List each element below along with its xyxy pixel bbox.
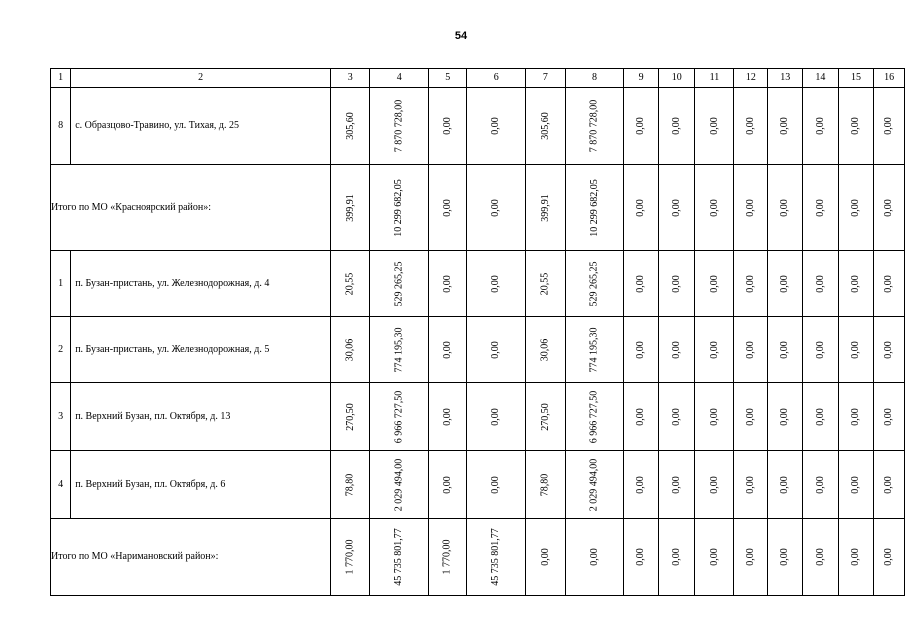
table-row — [51, 383, 905, 451]
value-text: 0,00 — [490, 340, 502, 359]
value-text: 0,00 — [883, 340, 895, 359]
column-header: 4 — [370, 69, 429, 88]
value-text: 774 195,30 — [588, 327, 600, 372]
value-cell — [768, 251, 803, 317]
total-label: Итого по МО «Красноярский район»: — [51, 165, 331, 251]
value-text: 0,00 — [779, 407, 791, 426]
value-text: 270,50 — [539, 402, 551, 431]
value-cell — [734, 383, 768, 451]
value-cell — [370, 165, 429, 251]
value-cell — [768, 451, 803, 519]
value-text: 0,00 — [883, 198, 895, 217]
value-text: 0,00 — [779, 340, 791, 359]
value-cell — [803, 251, 839, 317]
row-index: 8 — [51, 88, 71, 165]
value-cell — [768, 165, 803, 251]
value-cell — [695, 317, 734, 383]
value-cell — [331, 251, 370, 317]
value-text: 0,00 — [849, 407, 861, 426]
value-cell — [734, 451, 768, 519]
value-text: 0,00 — [441, 117, 453, 135]
value-cell — [734, 519, 768, 596]
value-cell — [624, 317, 659, 383]
value-cell — [659, 165, 695, 251]
value-text: 0,00 — [744, 274, 756, 293]
value-text: 270,50 — [344, 402, 356, 431]
value-text: 0,00 — [779, 198, 791, 217]
row-index: 4 — [51, 451, 71, 519]
value-text: 6 966 727,50 — [588, 390, 600, 443]
value-cell — [734, 251, 768, 317]
value-text: 0,00 — [670, 340, 682, 359]
address-cell: п. Бузан-пристань, ул. Железнодорожная, д. 4 — [71, 251, 331, 317]
value-cell — [659, 317, 695, 383]
value-text: 0,00 — [635, 274, 647, 293]
value-cell — [565, 317, 624, 383]
value-text: 305,60 — [539, 112, 551, 140]
value-cell — [768, 317, 803, 383]
value-text: 0,00 — [814, 274, 826, 293]
column-header: 9 — [624, 69, 659, 88]
value-cell — [331, 451, 370, 519]
value-text: 0,00 — [883, 475, 895, 494]
value-text: 0,00 — [670, 274, 682, 293]
value-text: 0,00 — [849, 117, 861, 135]
value-cell — [370, 251, 429, 317]
value-text: 0,00 — [670, 407, 682, 426]
value-cell — [874, 251, 905, 317]
value-cell — [768, 519, 803, 596]
value-text: 0,00 — [849, 274, 861, 293]
column-header: 3 — [331, 69, 370, 88]
column-header: 16 — [874, 69, 905, 88]
value-cell — [838, 317, 874, 383]
value-text: 399,91 — [539, 193, 551, 222]
value-text: 0,00 — [708, 548, 720, 566]
value-cell — [565, 251, 624, 317]
value-text: 774 195,30 — [393, 327, 405, 372]
value-text: 0,00 — [708, 475, 720, 494]
value-cell — [803, 383, 839, 451]
value-text: 1 770,00 — [441, 539, 453, 575]
value-text: 0,00 — [814, 475, 826, 494]
value-cell — [525, 317, 565, 383]
value-cell — [624, 165, 659, 251]
value-text: 78,80 — [344, 473, 356, 496]
value-cell — [370, 519, 429, 596]
value-text: 0,00 — [490, 117, 502, 135]
value-cell — [695, 519, 734, 596]
value-cell — [803, 88, 839, 165]
value-text: 0,00 — [490, 475, 502, 494]
value-cell — [659, 251, 695, 317]
value-cell — [428, 251, 467, 317]
value-text: 45 735 801,77 — [490, 528, 502, 586]
value-cell — [525, 451, 565, 519]
value-cell — [565, 451, 624, 519]
value-text: 0,00 — [670, 475, 682, 494]
value-text: 7 870 728,00 — [393, 99, 405, 153]
value-cell — [624, 519, 659, 596]
value-cell — [370, 88, 429, 165]
column-header: 10 — [659, 69, 695, 88]
value-text: 10 299 682,05 — [588, 178, 600, 237]
value-cell — [565, 165, 624, 251]
value-text: 6 966 727,50 — [393, 390, 405, 443]
row-index: 3 — [51, 383, 71, 451]
table-row — [51, 317, 905, 383]
value-cell — [838, 88, 874, 165]
value-text: 0,00 — [635, 548, 647, 566]
value-cell — [624, 88, 659, 165]
column-header: 5 — [428, 69, 467, 88]
value-cell — [659, 383, 695, 451]
value-text: 0,00 — [849, 475, 861, 494]
value-cell — [525, 383, 565, 451]
table-row — [51, 451, 905, 519]
value-text: 0,00 — [744, 340, 756, 359]
value-cell — [695, 451, 734, 519]
value-cell — [467, 317, 526, 383]
value-text: 0,00 — [441, 407, 453, 426]
value-text: 2 029 494,00 — [588, 458, 600, 511]
address-cell: п. Верхний Бузан, пл. Октября, д. 6 — [71, 451, 331, 519]
value-text: 0,00 — [635, 340, 647, 359]
value-cell — [874, 451, 905, 519]
value-text: 0,00 — [814, 198, 826, 217]
row-index: 2 — [51, 317, 71, 383]
value-text: 0,00 — [883, 548, 895, 566]
value-text: 0,00 — [744, 548, 756, 566]
value-cell — [624, 251, 659, 317]
header-row — [51, 69, 905, 88]
table-row — [51, 88, 905, 165]
value-text: 30,06 — [344, 338, 356, 361]
value-cell — [331, 317, 370, 383]
value-text: 45 735 801,77 — [393, 528, 405, 586]
value-cell — [874, 519, 905, 596]
value-cell — [838, 165, 874, 251]
value-text: 0,00 — [441, 475, 453, 494]
value-cell — [565, 88, 624, 165]
value-cell — [331, 88, 370, 165]
value-text: 0,00 — [539, 548, 551, 566]
value-text: 0,00 — [814, 117, 826, 135]
value-cell — [659, 451, 695, 519]
value-text: 0,00 — [849, 198, 861, 217]
value-text: 0,00 — [708, 198, 720, 217]
value-text: 0,00 — [588, 548, 600, 566]
value-cell — [734, 165, 768, 251]
value-text: 0,00 — [779, 117, 791, 135]
column-header: 7 — [525, 69, 565, 88]
value-text: 20,55 — [344, 272, 356, 295]
value-text: 0,00 — [779, 475, 791, 494]
row-index: 1 — [51, 251, 71, 317]
value-cell — [428, 451, 467, 519]
value-text: 0,00 — [635, 475, 647, 494]
value-text: 0,00 — [814, 340, 826, 359]
address-cell: п. Бузан-пристань, ул. Железнодорожная, д. 5 — [71, 317, 331, 383]
value-cell — [838, 383, 874, 451]
value-text: 0,00 — [744, 198, 756, 217]
column-header: 8 — [565, 69, 624, 88]
value-cell — [695, 251, 734, 317]
value-text: 0,00 — [849, 548, 861, 566]
address-cell: п. Верхний Бузан, пл. Октября, д. 13 — [71, 383, 331, 451]
value-text: 0,00 — [744, 407, 756, 426]
value-cell — [565, 519, 624, 596]
value-cell — [525, 519, 565, 596]
value-cell — [525, 251, 565, 317]
value-cell — [803, 165, 839, 251]
value-cell — [428, 519, 467, 596]
value-cell — [331, 383, 370, 451]
value-text: 0,00 — [744, 117, 756, 135]
value-cell — [428, 317, 467, 383]
value-text: 0,00 — [670, 548, 682, 566]
value-cell — [803, 519, 839, 596]
total-row — [51, 165, 905, 251]
value-cell — [428, 88, 467, 165]
value-cell — [370, 383, 429, 451]
column-header: 2 — [71, 69, 331, 88]
value-text: 0,00 — [883, 407, 895, 426]
value-text: 0,00 — [883, 117, 895, 135]
value-cell — [695, 383, 734, 451]
value-text: 0,00 — [708, 407, 720, 426]
table-row — [51, 251, 905, 317]
value-cell — [838, 251, 874, 317]
value-text: 0,00 — [708, 340, 720, 359]
value-cell — [659, 519, 695, 596]
value-text: 0,00 — [670, 117, 682, 135]
value-text: 10 299 682,05 — [393, 178, 405, 237]
value-text: 0,00 — [814, 407, 826, 426]
value-cell — [874, 165, 905, 251]
value-text: 1 770,00 — [344, 539, 356, 575]
column-header: 12 — [734, 69, 768, 88]
value-cell — [370, 451, 429, 519]
value-cell — [734, 88, 768, 165]
value-cell — [659, 88, 695, 165]
value-text: 0,00 — [635, 117, 647, 135]
value-text: 0,00 — [441, 340, 453, 359]
value-text: 305,60 — [344, 112, 356, 140]
value-cell — [874, 317, 905, 383]
value-text: 0,00 — [635, 407, 647, 426]
value-cell — [838, 519, 874, 596]
value-text: 0,00 — [490, 407, 502, 426]
value-cell — [768, 88, 803, 165]
value-text: 0,00 — [779, 274, 791, 293]
value-text: 7 870 728,00 — [588, 99, 600, 153]
value-text: 0,00 — [708, 117, 720, 135]
data-table — [50, 68, 905, 596]
value-cell — [803, 317, 839, 383]
column-header: 14 — [803, 69, 839, 88]
value-text: 0,00 — [883, 274, 895, 293]
column-header: 15 — [838, 69, 874, 88]
total-row — [51, 519, 905, 596]
value-text: 0,00 — [441, 274, 453, 293]
value-cell — [624, 451, 659, 519]
address-cell: с. Образцово-Травино, ул. Тихая, д. 25 — [71, 88, 331, 165]
value-cell — [428, 383, 467, 451]
column-header: 1 — [51, 69, 71, 88]
value-cell — [370, 317, 429, 383]
value-cell — [803, 451, 839, 519]
column-header: 13 — [768, 69, 803, 88]
value-cell — [874, 383, 905, 451]
total-label: Итого по МО «Наримановский район»: — [51, 519, 331, 596]
page-number: 54 — [454, 30, 468, 42]
value-text: 0,00 — [490, 198, 502, 217]
value-cell — [331, 165, 370, 251]
column-header: 11 — [695, 69, 734, 88]
value-cell — [838, 451, 874, 519]
value-cell — [428, 165, 467, 251]
column-header: 6 — [467, 69, 526, 88]
value-text: 20,55 — [539, 272, 551, 295]
value-text: 0,00 — [490, 274, 502, 293]
value-cell — [874, 88, 905, 165]
value-text: 529 265,25 — [393, 261, 405, 306]
value-cell — [331, 519, 370, 596]
value-text: 399,91 — [344, 193, 356, 222]
value-text: 0,00 — [441, 198, 453, 217]
value-text: 0,00 — [670, 198, 682, 217]
value-cell — [525, 88, 565, 165]
value-cell — [734, 317, 768, 383]
value-cell — [467, 451, 526, 519]
value-cell — [695, 165, 734, 251]
value-cell — [695, 88, 734, 165]
value-cell — [467, 165, 526, 251]
value-text: 0,00 — [849, 340, 861, 359]
value-cell — [525, 165, 565, 251]
value-text: 78,80 — [539, 473, 551, 496]
value-text: 0,00 — [635, 198, 647, 217]
value-cell — [565, 383, 624, 451]
value-cell — [467, 383, 526, 451]
value-text: 0,00 — [744, 475, 756, 494]
value-cell — [768, 383, 803, 451]
value-text: 0,00 — [779, 548, 791, 566]
value-cell — [467, 88, 526, 165]
value-text: 2 029 494,00 — [393, 458, 405, 511]
value-cell — [624, 383, 659, 451]
value-cell — [467, 251, 526, 317]
value-text: 529 265,25 — [588, 261, 600, 306]
value-text: 0,00 — [708, 274, 720, 293]
value-text: 30,06 — [539, 338, 551, 361]
value-text: 0,00 — [814, 548, 826, 566]
value-cell — [467, 519, 526, 596]
